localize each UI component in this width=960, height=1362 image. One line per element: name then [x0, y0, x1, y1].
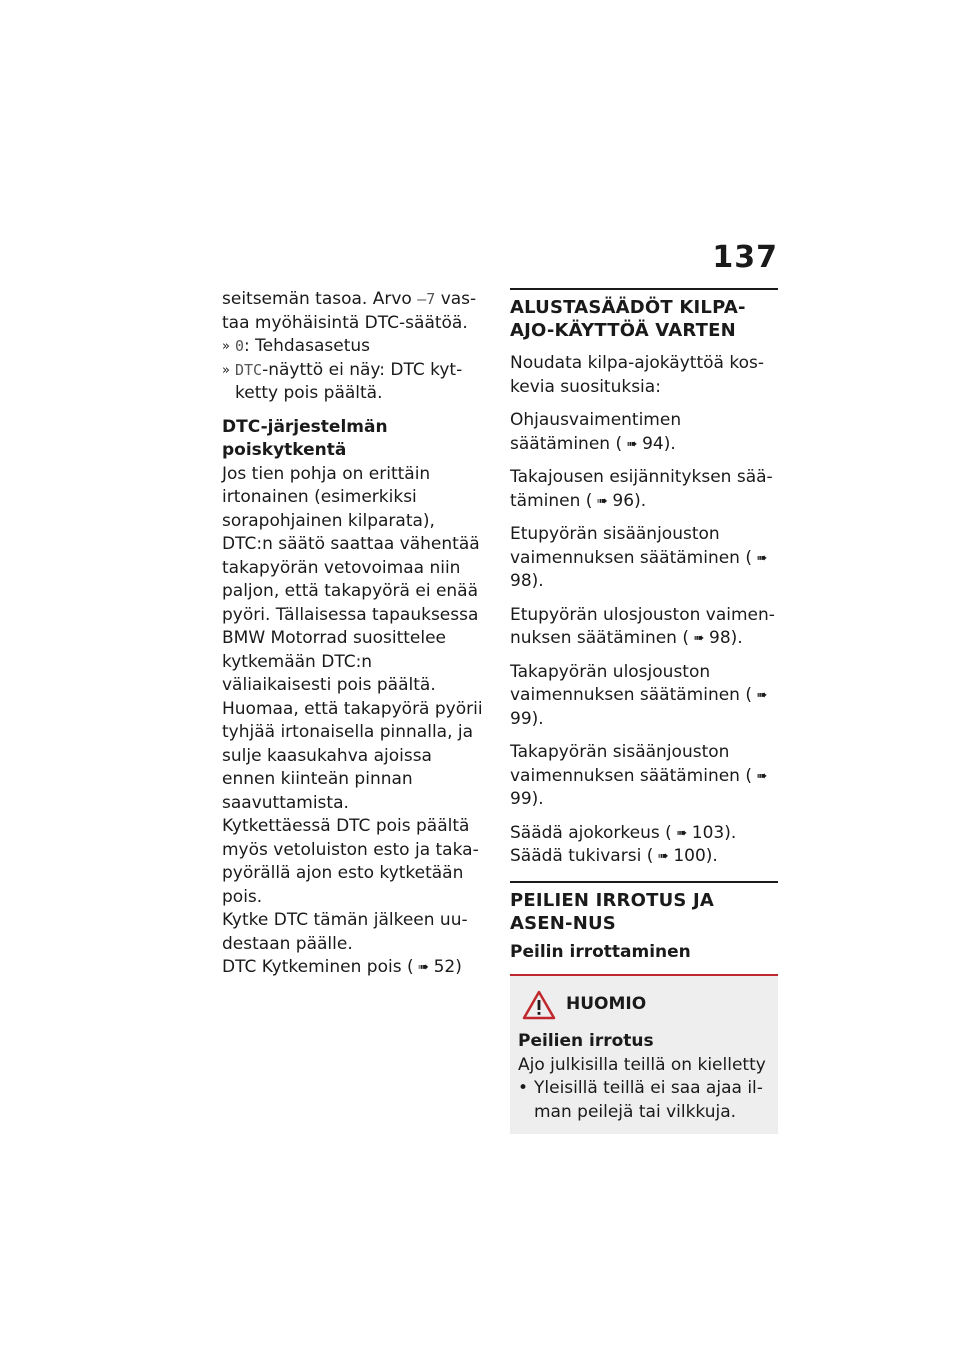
section-subheading: Peilin irrottaminen — [510, 941, 691, 962]
cross-reference[interactable]: DTC Kytkeminen pois ( ➠ 52) — [222, 956, 484, 980]
bullet-icon: • — [518, 1078, 529, 1098]
paragraph: Kytke DTC tämän jälkeen uu-destaan päälle. — [222, 910, 468, 954]
cross-reference[interactable]: Ohjausvaimentimen säätäminen ( ➠ 94). — [510, 409, 778, 456]
warning-notice — [510, 974, 778, 1134]
section-title: ALUSTASÄÄDÖT KILPA-AJO-KÄYTTÖÄ VARTEN — [510, 297, 746, 341]
section-divider — [510, 288, 778, 342]
cross-reference[interactable]: Säädä tukivarsi ( ➠ 100). — [510, 845, 778, 869]
arrow-right-icon: ➠ — [626, 436, 638, 452]
list-item: • Yleisillä teillä ei saa ajaa il-man peilejä tai vilkkuja. — [518, 1078, 763, 1122]
list-item: » DTC-näyttö ei näy: DTC kyt-ketty pois päältä. — [222, 359, 463, 403]
cross-reference[interactable]: Takajousen esijännityksen sää-täminen ( ➠ 96). — [510, 466, 778, 513]
paragraph: Kytkettäessä DTC pois päältä myös vetoluiston esto ja taka-pyörällä ajon esto kytketään pois. — [222, 816, 479, 907]
left-column — [222, 288, 484, 980]
notice-text: Ajo julkisilla teillä on kielletty — [518, 1054, 766, 1075]
arrow-right-icon: ➠ — [418, 960, 430, 975]
intro-text: seitsemän tasoa. Arvo –7 vas- — [222, 289, 477, 309]
intro-text-line2: taa myöhäisintä DTC-säätöä. — [222, 312, 468, 333]
list-marker: » — [222, 362, 230, 378]
cross-reference[interactable]: Säädä ajokorkeus ( ➠ 103). — [510, 822, 778, 846]
section-intro: Noudata kilpa-ajokäyttöä kos-kevia suosituksia: — [510, 353, 764, 397]
notice-subtitle: Peilien irrotus — [518, 1031, 654, 1051]
arrow-right-icon: ➠ — [756, 688, 768, 703]
section-heading: DTC-järjestelmän poiskytkentä — [222, 416, 388, 460]
list-item: » 0: Tehdasasetus — [222, 335, 484, 359]
notice-header — [522, 990, 770, 1020]
arrow-right-icon: ➠ — [756, 550, 768, 566]
cross-reference[interactable]: Etupyörän ulosjouston vaimen-nuksen säätäminen ( ➠ 98). — [510, 604, 778, 651]
paragraph: Jos tien pohja on erittäin irtonainen (esimerkiksi sorapohjainen kilparata), DTC:n säätö saattaa vähentää takapyörän vetovoimaa niin paljon, että takapyörä ei enää pyöri. Tällaisessa tapauksessa BMW Motorrad suosittelee kytkemään DTC:n väliaikaisesti pois päältä. — [222, 463, 480, 695]
notice-title: HUOMIO — [566, 994, 647, 1015]
cross-reference[interactable]: Etupyörän sisäänjouston vaimennuksen säätäminen ( ➠98). — [510, 523, 778, 594]
warning-triangle-icon — [522, 990, 556, 1020]
page-number: 137 — [712, 240, 778, 275]
arrow-right-icon: ➠ — [657, 849, 669, 864]
arrow-right-icon: ➠ — [693, 631, 705, 646]
paragraph: Huomaa, että takapyörä pyörii tyhjää irtonaisella pinnalla, ja sulje kaasukahva ajoissa ennen kiinteän pinnan saavuttamista. — [222, 698, 483, 813]
cross-reference[interactable]: Takapyörän ulosjouston vaimennuksen säätäminen ( ➠99). — [510, 661, 778, 732]
section-title: PEILIEN IRROTUS JA ASEN-NUS — [510, 889, 715, 934]
list-marker: » — [222, 339, 230, 354]
arrow-right-icon: ➠ — [676, 825, 688, 841]
cross-reference[interactable]: Takapyörän sisäänjouston vaimennuksen säätäminen ( ➠99). — [510, 741, 778, 812]
arrow-right-icon: ➠ — [596, 493, 608, 509]
arrow-right-icon: ➠ — [756, 768, 768, 784]
section-divider — [510, 881, 778, 935]
right-column — [510, 288, 778, 1134]
